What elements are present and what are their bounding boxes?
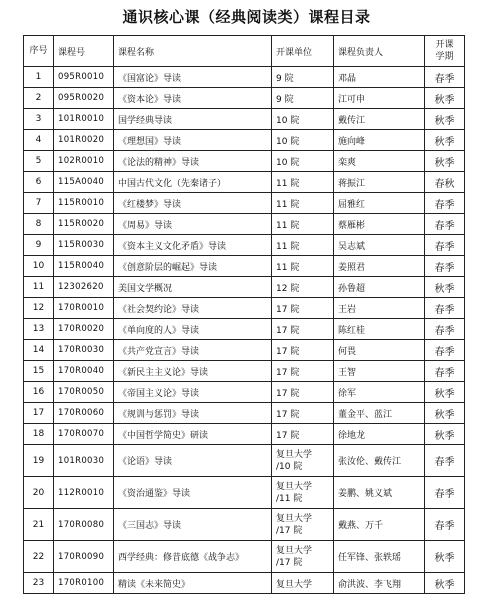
cell-unit: 12 院 bbox=[272, 277, 334, 298]
cell-code: 115R0020 bbox=[54, 214, 114, 235]
cell-course-name: 《三国志》导读 bbox=[114, 509, 272, 541]
cell-code: 115R0040 bbox=[54, 256, 114, 277]
cell-num: 21 bbox=[24, 509, 54, 541]
cell-num: 1 bbox=[24, 67, 54, 88]
cell-course-name: 《单向度的人》导读 bbox=[114, 319, 272, 340]
cell-term: 秋季 bbox=[425, 151, 465, 172]
header-unit: 开课单位 bbox=[272, 36, 334, 67]
header-code: 课程号 bbox=[54, 36, 114, 67]
cell-term: 春季 bbox=[425, 256, 465, 277]
cell-lead: 任军锋、张轶瑶 bbox=[334, 541, 425, 573]
cell-unit: 9 院 bbox=[272, 88, 334, 109]
table-row bbox=[24, 541, 465, 573]
cell-code: 170R0060 bbox=[54, 403, 114, 424]
cell-term: 秋季 bbox=[425, 277, 465, 298]
cell-num: 2 bbox=[24, 88, 54, 109]
table-row bbox=[24, 214, 465, 235]
cell-term: 春季 bbox=[425, 445, 465, 477]
cell-code: 102R0010 bbox=[54, 151, 114, 172]
table-row bbox=[24, 172, 465, 193]
cell-lead: 张汝伦、戴传江 bbox=[334, 445, 425, 477]
cell-unit: 17 院 bbox=[272, 403, 334, 424]
cell-num: 15 bbox=[24, 361, 54, 382]
cell-num: 19 bbox=[24, 445, 54, 477]
cell-lead: 俞洪波、李飞翔 bbox=[334, 573, 425, 594]
table-row bbox=[24, 130, 465, 151]
cell-unit: 11 院 bbox=[272, 172, 334, 193]
cell-term: 春季 bbox=[425, 214, 465, 235]
cell-lead: 施向峰 bbox=[334, 130, 425, 151]
cell-lead: 屈雅红 bbox=[334, 193, 425, 214]
cell-unit-line: /10 院 bbox=[276, 461, 303, 472]
cell-term: 秋季 bbox=[425, 130, 465, 151]
cell-term: 秋季 bbox=[425, 403, 465, 424]
cell-course-name: 《资治通鉴》导读 bbox=[114, 477, 272, 509]
cell-lead: 何畏 bbox=[334, 340, 425, 361]
cell-course-name: 《理想国》导读 bbox=[114, 130, 272, 151]
cell-lead: 徐地龙 bbox=[334, 424, 425, 445]
cell-unit: 17 院 bbox=[272, 424, 334, 445]
table-row bbox=[24, 403, 465, 424]
table-row bbox=[24, 445, 465, 477]
table-header-row bbox=[24, 36, 465, 67]
cell-code: 115R0010 bbox=[54, 193, 114, 214]
cell-num: 10 bbox=[24, 256, 54, 277]
cell-num: 7 bbox=[24, 193, 54, 214]
cell-course-name: 精读《未来简史》 bbox=[114, 573, 272, 594]
cell-term: 春季 bbox=[425, 298, 465, 319]
cell-num: 4 bbox=[24, 130, 54, 151]
cell-code: 101R0020 bbox=[54, 130, 114, 151]
cell-course-name: 西学经典：修昔底德《战争志》 bbox=[114, 541, 272, 573]
cell-num: 13 bbox=[24, 319, 54, 340]
table-row bbox=[24, 256, 465, 277]
cell-code: 115R0030 bbox=[54, 235, 114, 256]
cell-course-name: 《周易》导读 bbox=[114, 214, 272, 235]
cell-lead: 徐军 bbox=[334, 382, 425, 403]
cell-course-name: 《规训与惩罚》导读 bbox=[114, 403, 272, 424]
table-row bbox=[24, 67, 465, 88]
table-row bbox=[24, 340, 465, 361]
header-lead: 课程负责人 bbox=[334, 36, 425, 67]
cell-code: 115A0040 bbox=[54, 172, 114, 193]
cell-course-name: 《资本主义文化矛盾》导读 bbox=[114, 235, 272, 256]
table-row bbox=[24, 319, 465, 340]
cell-course-name: 《帝国主义论》导读 bbox=[114, 382, 272, 403]
cell-num: 17 bbox=[24, 403, 54, 424]
cell-num: 20 bbox=[24, 477, 54, 509]
cell-num: 18 bbox=[24, 424, 54, 445]
cell-course-name: 《共产党宣言》导读 bbox=[114, 340, 272, 361]
table-row bbox=[24, 509, 465, 541]
cell-unit: 17 院 bbox=[272, 361, 334, 382]
cell-term: 秋季 bbox=[425, 109, 465, 130]
cell-num: 16 bbox=[24, 382, 54, 403]
cell-lead: 陈红桂 bbox=[334, 319, 425, 340]
table-row bbox=[24, 573, 465, 594]
cell-code: 170R0070 bbox=[54, 424, 114, 445]
cell-unit bbox=[272, 509, 334, 541]
cell-code: 170R0050 bbox=[54, 382, 114, 403]
cell-num: 22 bbox=[24, 541, 54, 573]
cell-lead: 王智 bbox=[334, 361, 425, 382]
document-title: 通识核心课（经典阅读类）课程目录 bbox=[122, 8, 371, 26]
cell-num: 6 bbox=[24, 172, 54, 193]
cell-lead: 江可申 bbox=[334, 88, 425, 109]
cell-num: 9 bbox=[24, 235, 54, 256]
cell-term: 秋季 bbox=[425, 382, 465, 403]
table-row bbox=[24, 88, 465, 109]
cell-term: 春季 bbox=[425, 477, 465, 509]
cell-code: 170R0090 bbox=[54, 541, 114, 573]
cell-unit: 11 院 bbox=[272, 256, 334, 277]
cell-lead: 蒋振江 bbox=[334, 172, 425, 193]
cell-lead: 姜鹏、姚义斌 bbox=[334, 477, 425, 509]
cell-course-name: 《国富论》导读 bbox=[114, 67, 272, 88]
course-catalog-table bbox=[23, 35, 465, 594]
header-name: 课程名称 bbox=[114, 36, 272, 67]
cell-term: 秋季 bbox=[425, 541, 465, 573]
cell-course-name: 《中国哲学简史》研读 bbox=[114, 424, 272, 445]
cell-unit: 11 院 bbox=[272, 193, 334, 214]
cell-code: 170R0010 bbox=[54, 298, 114, 319]
cell-unit bbox=[272, 477, 334, 509]
cell-course-name: 《资本论》导读 bbox=[114, 88, 272, 109]
table-body bbox=[24, 67, 465, 594]
table-row bbox=[24, 424, 465, 445]
cell-unit bbox=[272, 445, 334, 477]
cell-code: 170R0100 bbox=[54, 573, 114, 594]
cell-unit-line: /17 院 bbox=[276, 525, 303, 536]
table-row bbox=[24, 277, 465, 298]
table-row bbox=[24, 193, 465, 214]
cell-lead: 姜照君 bbox=[334, 256, 425, 277]
cell-num: 11 bbox=[24, 277, 54, 298]
cell-course-name: 国学经典导读 bbox=[114, 109, 272, 130]
cell-unit: 17 院 bbox=[272, 340, 334, 361]
header-term-top: 开课 bbox=[435, 40, 454, 50]
cell-lead: 戴传江 bbox=[334, 109, 425, 130]
table-row bbox=[24, 151, 465, 172]
cell-unit bbox=[272, 541, 334, 573]
cell-code: 095R0020 bbox=[54, 88, 114, 109]
cell-term: 秋季 bbox=[425, 88, 465, 109]
header-term-bottom: 学期 bbox=[435, 52, 454, 62]
cell-course-name: 《创意阶层的崛起》导读 bbox=[114, 256, 272, 277]
table-row bbox=[24, 361, 465, 382]
cell-code: 12302620 bbox=[54, 277, 114, 298]
cell-lead: 戴燕、万千 bbox=[334, 509, 425, 541]
cell-course-name: 《论法的精神》导读 bbox=[114, 151, 272, 172]
cell-unit: 10 院 bbox=[272, 109, 334, 130]
header-term bbox=[425, 36, 465, 67]
cell-term: 春季 bbox=[425, 361, 465, 382]
table-row bbox=[24, 477, 465, 509]
cell-unit: 9 院 bbox=[272, 67, 334, 88]
cell-num: 5 bbox=[24, 151, 54, 172]
cell-course-name: 中国古代文化（先秦诸子） bbox=[114, 172, 272, 193]
cell-term: 秋季 bbox=[425, 424, 465, 445]
cell-lead: 孙鲁超 bbox=[334, 277, 425, 298]
cell-term: 春季 bbox=[425, 340, 465, 361]
table-row bbox=[24, 235, 465, 256]
cell-term: 春季 bbox=[425, 193, 465, 214]
cell-unit-line: /11 院 bbox=[276, 493, 303, 504]
cell-unit-line: 复旦大学 bbox=[276, 449, 313, 460]
cell-code: 170R0030 bbox=[54, 340, 114, 361]
cell-unit: 10 院 bbox=[272, 130, 334, 151]
cell-num: 3 bbox=[24, 109, 54, 130]
cell-term: 春季 bbox=[425, 319, 465, 340]
cell-course-name: 《新民主主义论》导读 bbox=[114, 361, 272, 382]
cell-unit: 11 院 bbox=[272, 235, 334, 256]
table-row bbox=[24, 298, 465, 319]
cell-code: 101R0030 bbox=[54, 445, 114, 477]
cell-lead: 吴志斌 bbox=[334, 235, 425, 256]
table-row bbox=[24, 109, 465, 130]
cell-course-name: 《红楼梦》导读 bbox=[114, 193, 272, 214]
cell-lead: 董金平、蓝江 bbox=[334, 403, 425, 424]
cell-unit-line: /17 院 bbox=[276, 557, 303, 568]
cell-num: 8 bbox=[24, 214, 54, 235]
cell-num: 23 bbox=[24, 573, 54, 594]
cell-lead: 邓晶 bbox=[334, 67, 425, 88]
cell-term: 春季 bbox=[425, 235, 465, 256]
cell-course-name: 《论语》导读 bbox=[114, 445, 272, 477]
cell-term: 春季 bbox=[425, 67, 465, 88]
header-num: 序号 bbox=[24, 36, 54, 67]
cell-code: 170R0080 bbox=[54, 509, 114, 541]
cell-code: 095R0010 bbox=[54, 67, 114, 88]
cell-unit-line: 复旦大学 bbox=[276, 513, 313, 524]
cell-code: 170R0040 bbox=[54, 361, 114, 382]
table-row bbox=[24, 382, 465, 403]
cell-unit: 11 院 bbox=[272, 214, 334, 235]
cell-num: 12 bbox=[24, 298, 54, 319]
cell-unit: 17 院 bbox=[272, 298, 334, 319]
cell-lead: 栾爽 bbox=[334, 151, 425, 172]
cell-unit: 10 院 bbox=[272, 151, 334, 172]
cell-code: 112R0010 bbox=[54, 477, 114, 509]
cell-term: 春季 bbox=[425, 509, 465, 541]
cell-code: 101R0010 bbox=[54, 109, 114, 130]
cell-lead: 蔡雁彬 bbox=[334, 214, 425, 235]
cell-code: 170R0020 bbox=[54, 319, 114, 340]
cell-num: 14 bbox=[24, 340, 54, 361]
cell-unit: 复旦大学 bbox=[272, 573, 334, 594]
cell-term: 秋季 bbox=[425, 573, 465, 594]
cell-unit-line: 复旦大学 bbox=[276, 481, 313, 492]
cell-course-name: 《社会契约论》导读 bbox=[114, 298, 272, 319]
cell-term: 春秋 bbox=[425, 172, 465, 193]
cell-course-name: 美国文学概况 bbox=[114, 277, 272, 298]
cell-unit-line: 复旦大学 bbox=[276, 545, 313, 556]
cell-lead: 王岩 bbox=[334, 298, 425, 319]
cell-unit: 17 院 bbox=[272, 382, 334, 403]
cell-unit: 17 院 bbox=[272, 319, 334, 340]
